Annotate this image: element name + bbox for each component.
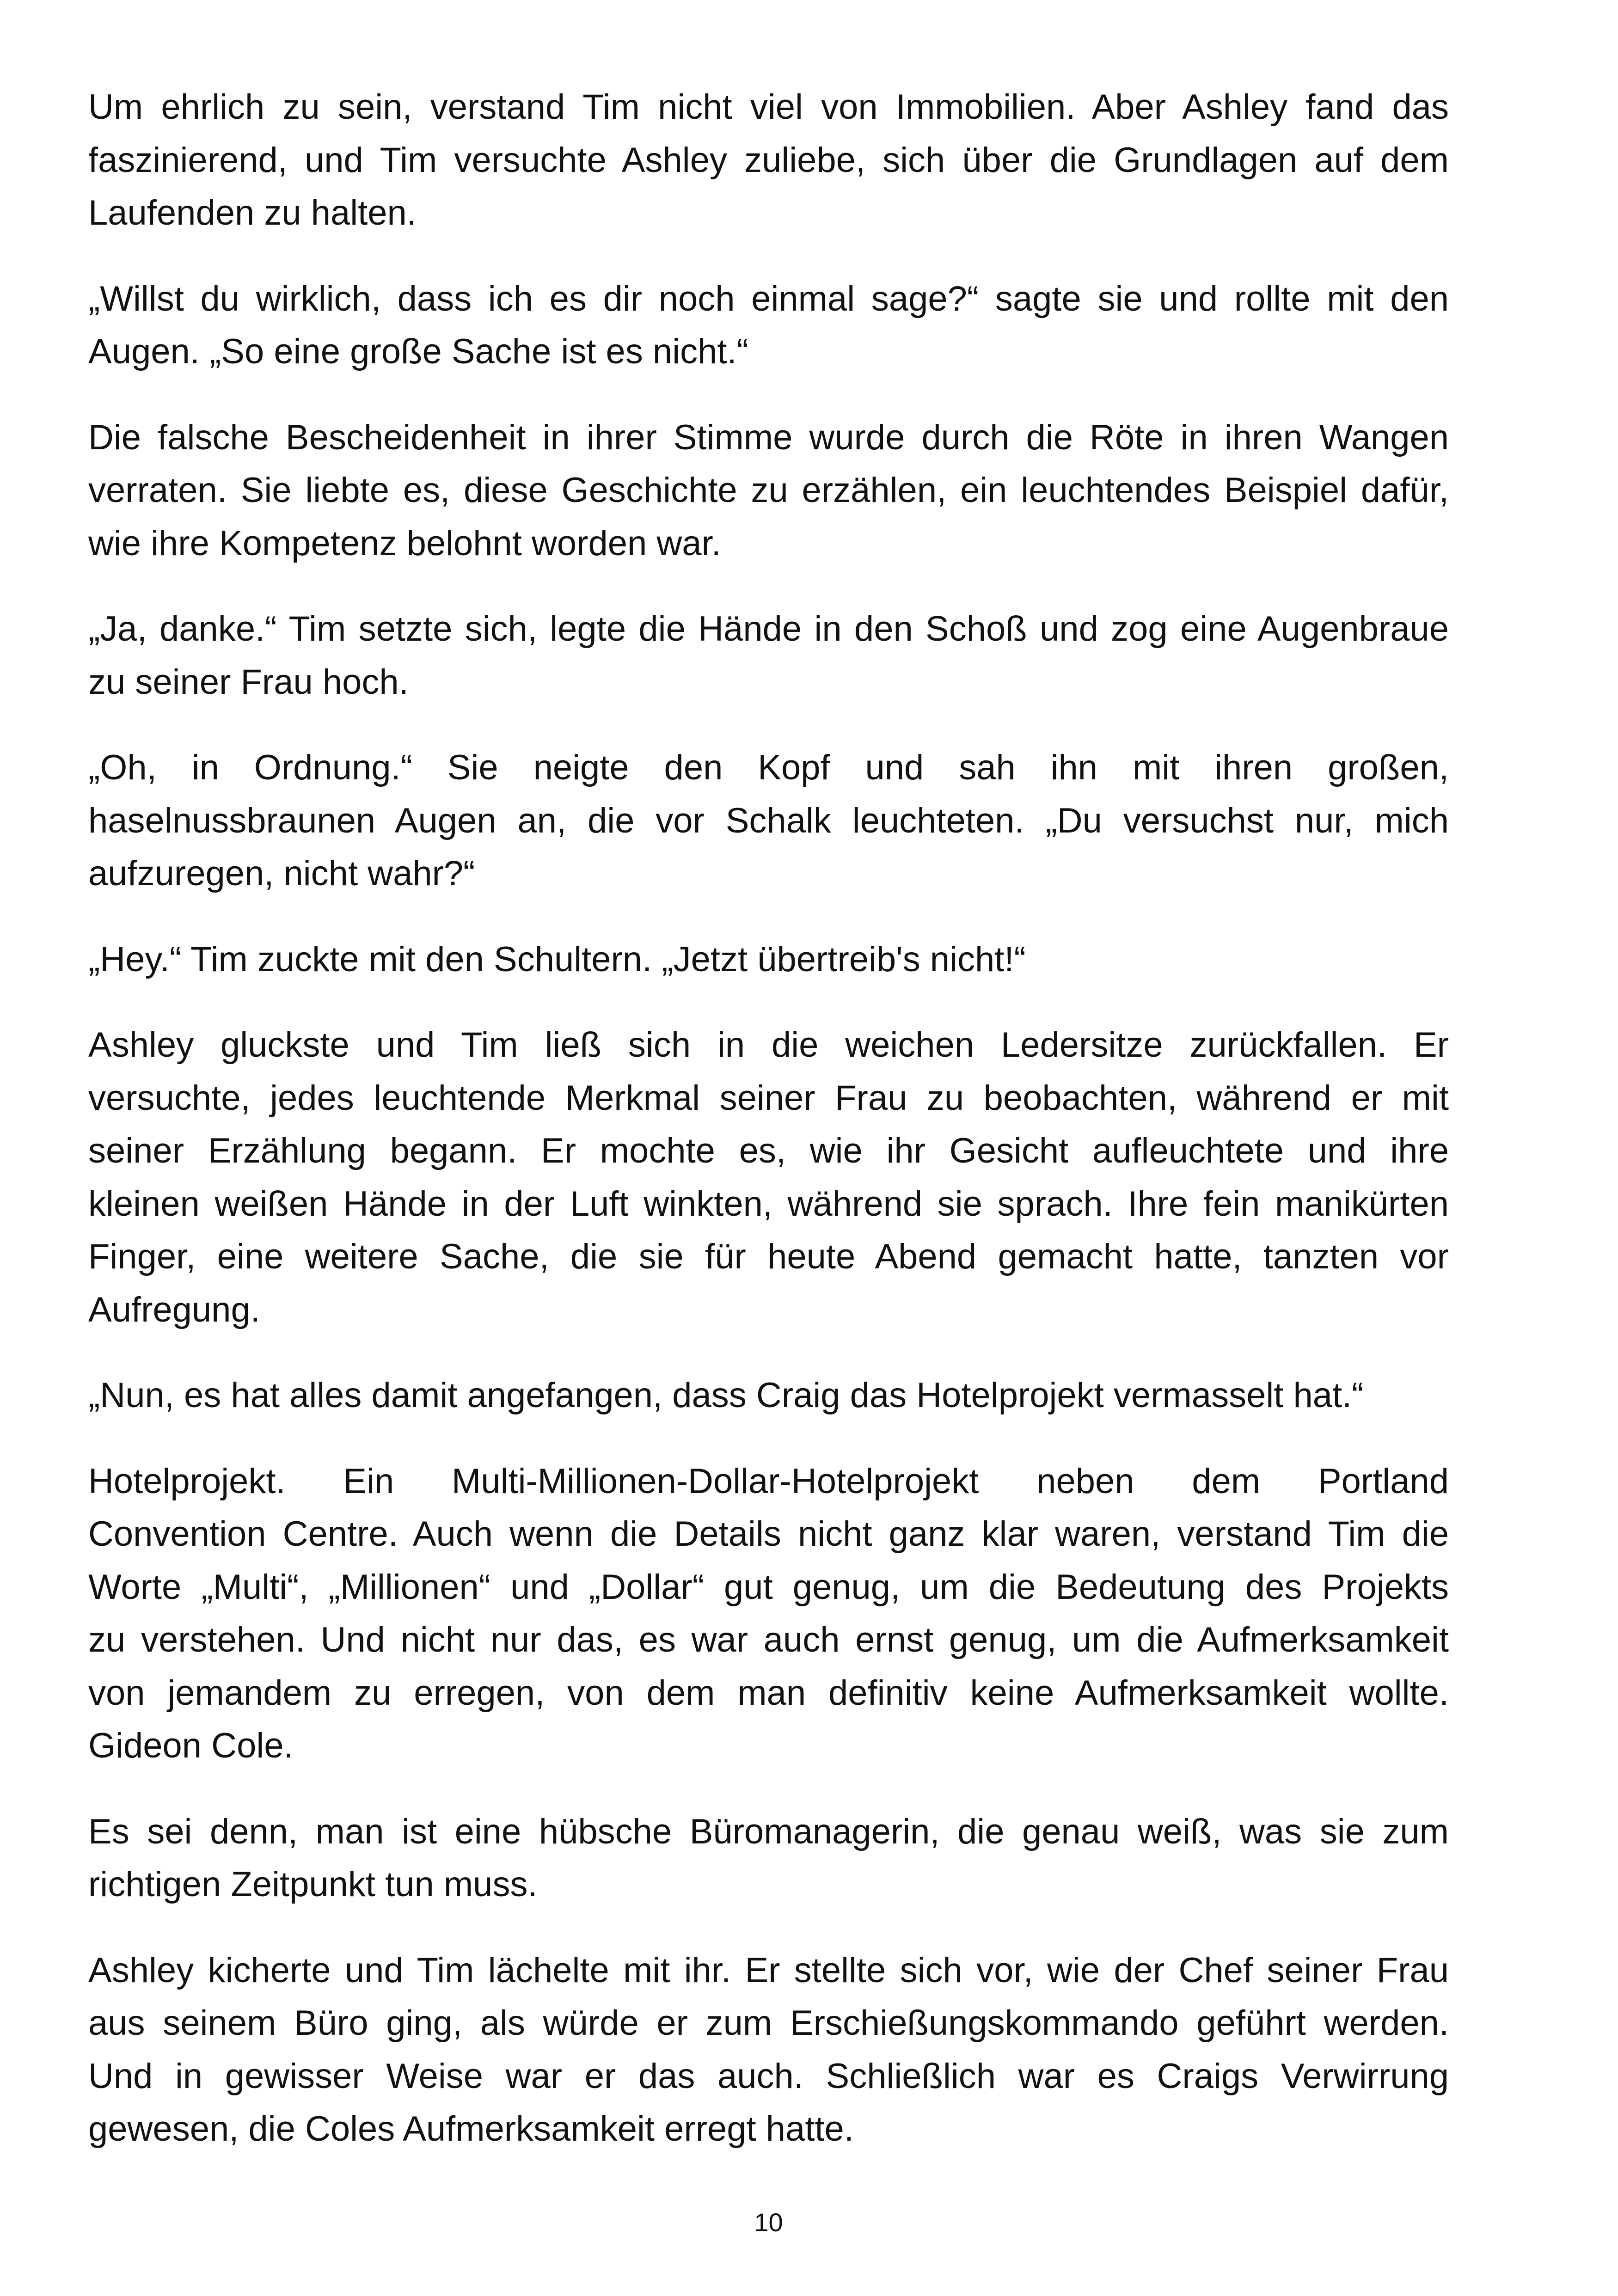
text-line: Augen. „So eine große Sache ist es nicht.“ xyxy=(88,332,748,371)
text-line: aus seinem Büro ging, als würde er zum Erschießungskommando geführt werden. xyxy=(88,2003,1449,2043)
paragraph xyxy=(88,1019,1449,1336)
text-line: Ashley gluckste und Tim ließ sich in die weichen Ledersitze zurückfallen. Er xyxy=(88,1025,1449,1065)
text-line: Gideon Cole. xyxy=(88,1726,294,1765)
paragraph xyxy=(88,81,1449,240)
text-line: seiner Erzählung begann. Er mochte es, wie ihr Gesicht aufleuchtete und ihre xyxy=(88,1131,1449,1170)
page-number: 10 xyxy=(754,2208,783,2237)
paragraph xyxy=(88,273,1449,379)
text-line: „Willst du wirklich, dass ich es dir noch einmal sage?“ sagte sie und rollte mit den xyxy=(88,279,1449,318)
text-line: haselnussbraunen Augen an, die vor Schalk leuchteten. „Du versuchst nur, mich xyxy=(88,801,1449,840)
paragraph xyxy=(88,1369,1449,1422)
text-line: Finger, eine weitere Sache, die sie für heute Abend gemacht hatte, tanzten vor xyxy=(88,1237,1449,1276)
text-line: Und in gewisser Weise war er das auch. Schließlich war es Craigs Verwirrung xyxy=(88,2056,1449,2096)
text-line: richtigen Zeitpunkt tun muss. xyxy=(88,1865,538,1904)
text-line: „Ja, danke.“ Tim setzte sich, legte die Hände in den Schoß und zog eine Augenbraue xyxy=(88,609,1449,649)
text-line: aufzuregen, nicht wahr?“ xyxy=(88,854,475,893)
text-line: Die falsche Bescheidenheit in ihrer Stimme wurde durch die Röte in ihren Wangen xyxy=(88,417,1449,457)
body-text xyxy=(88,81,1449,2189)
paragraph xyxy=(88,603,1449,709)
text-line: Laufenden zu halten. xyxy=(88,193,417,233)
paragraph xyxy=(88,1806,1449,1911)
text-line: wie ihre Kompetenz belohnt worden war. xyxy=(88,523,721,563)
paragraph xyxy=(88,741,1449,900)
text-line: von jemandem zu erregen, von dem man definitiv keine Aufmerksamkeit wollte. xyxy=(88,1673,1449,1713)
paragraph xyxy=(88,1455,1449,1773)
text-line: „Nun, es hat alles damit angefangen, dass Craig das Hotelprojekt vermasselt hat.“ xyxy=(88,1376,1364,1415)
text-line: Aufregung. xyxy=(88,1290,260,1329)
text-line: faszinierend, und Tim versuchte Ashley zuliebe, sich über die Grundlagen auf dem xyxy=(88,140,1449,180)
text-line: gewesen, die Coles Aufmerksamkeit erregt hatte. xyxy=(88,2109,854,2149)
text-line: Es sei denn, man ist eine hübsche Büromanagerin, die genau weiß, was sie zum xyxy=(88,1812,1449,1851)
text-line: Um ehrlich zu sein, verstand Tim nicht viel von Immobilien. Aber Ashley fand das xyxy=(88,87,1449,127)
paragraph xyxy=(88,411,1449,570)
text-line: Worte „Multi“, „Millionen“ und „Dollar“ gut genug, um die Bedeutung des Projekts xyxy=(88,1567,1449,1607)
text-line: „Hey.“ Tim zuckte mit den Schultern. „Jetzt übertreib's nicht!“ xyxy=(88,939,1026,979)
text-line: „Oh, in Ordnung.“ Sie neigte den Kopf und sah ihn mit ihren großen, xyxy=(88,748,1449,787)
text-line: kleinen weißen Hände in der Luft winkten, während sie sprach. Ihre fein manikürten xyxy=(88,1184,1449,1224)
text-line: versuchte, jedes leuchtende Merkmal seiner Frau zu beobachten, während er mit xyxy=(88,1078,1449,1118)
text-line: Ashley kicherte und Tim lächelte mit ihr. Er stellte sich vor, wie der Chef seiner Frau xyxy=(88,1950,1449,1990)
text-line: zu seiner Frau hoch. xyxy=(88,662,409,702)
text-line: Hotelprojekt. Ein Multi-Millionen-Dollar-Hotelprojekt neben dem Portland xyxy=(88,1461,1449,1501)
text-line: Convention Centre. Auch wenn die Details nicht ganz klar waren, verstand Tim die xyxy=(88,1514,1449,1554)
text-line: zu verstehen. Und nicht nur das, es war auch ernst genug, um die Aufmerksamkeit xyxy=(88,1620,1449,1659)
text-line: verraten. Sie liebte es, diese Geschichte zu erzählen, ein leuchtendes Beispiel dafür, xyxy=(88,471,1449,510)
paragraph xyxy=(88,933,1449,986)
paragraph xyxy=(88,1944,1449,2156)
